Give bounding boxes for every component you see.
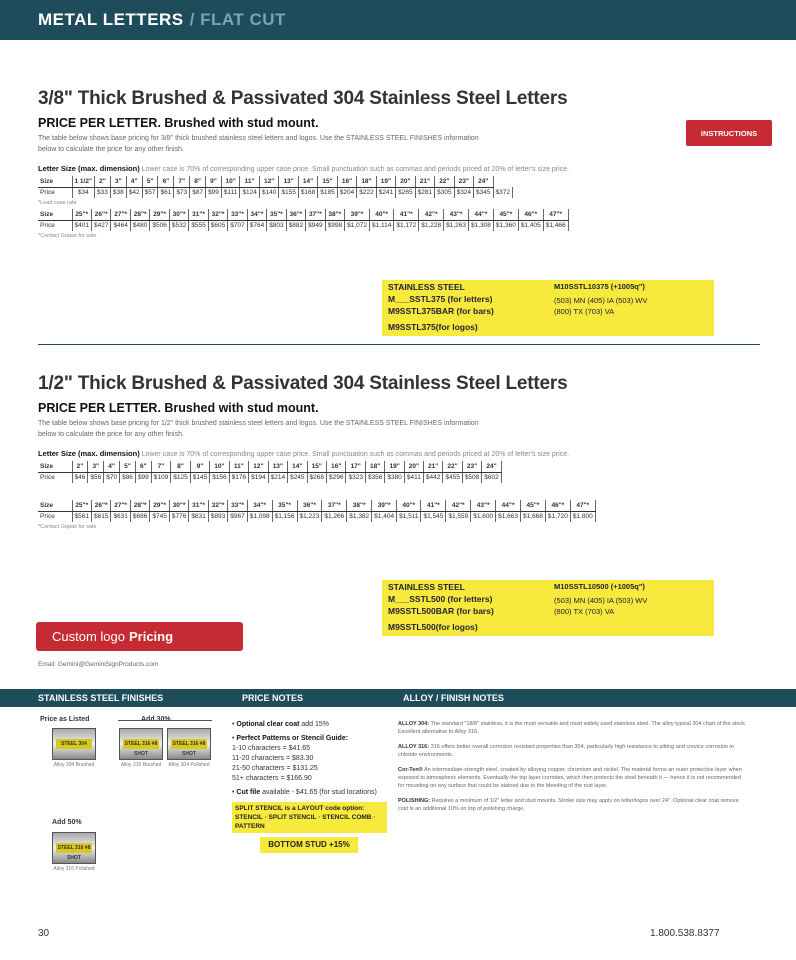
size-cell: 18" xyxy=(365,461,384,472)
size-cell: 23" xyxy=(454,176,473,187)
size-cell: 24" xyxy=(482,461,501,472)
finish-swatch: STEEL 304 Alloy 304 Brushed xyxy=(52,728,96,768)
email-link[interactable]: Email: Gemini@GeminiSignProducts.com xyxy=(38,661,159,668)
price-cell: $967 xyxy=(228,511,247,522)
price-cell: $1,098 xyxy=(247,511,272,522)
price-cell: $1,404 xyxy=(372,511,397,522)
size-cell: 46"* xyxy=(545,500,570,511)
price-cell: Price xyxy=(38,220,72,231)
size-cell: 34"* xyxy=(247,209,266,220)
header-subtitle: / FLAT CUT xyxy=(189,10,286,29)
price-notes xyxy=(232,720,387,857)
size-cell: 26"* xyxy=(91,209,110,220)
size-cell: 36"* xyxy=(297,500,322,511)
divider xyxy=(38,344,760,345)
price-cell: $305 xyxy=(435,187,454,198)
size-cell: 30"* xyxy=(169,209,188,220)
note-cut-file: • Cut file available - $41.65 (for stud locations) xyxy=(232,789,377,796)
size-cell: 46"* xyxy=(518,209,543,220)
price-cell: $532 xyxy=(169,220,188,231)
price-cell: $265 xyxy=(396,187,415,198)
price-cell: $145 xyxy=(190,472,209,483)
price-cell: $1,663 xyxy=(496,511,521,522)
size-cell: 9" xyxy=(206,176,222,187)
finish-swatch: STEEL 316 #8 SHOT Alloy 316 Brushed xyxy=(119,728,163,768)
price-cell: $1,668 xyxy=(521,511,546,522)
add-30-label: Add 30% xyxy=(141,716,171,723)
price-cell: $1,600 xyxy=(471,511,496,522)
price-cell: $61 xyxy=(158,187,174,198)
price-cell: $455 xyxy=(443,472,462,483)
price-cell: $1,360 xyxy=(493,220,518,231)
size-cell: 3" xyxy=(88,461,104,472)
size-cell: 22" xyxy=(443,461,462,472)
price-cell: $99 xyxy=(135,472,151,483)
price-cell: $38 xyxy=(110,187,126,198)
size-cell: 37"* xyxy=(306,209,325,220)
size-cell: 34"* xyxy=(247,500,272,511)
price-cell: $109 xyxy=(151,472,170,483)
price-cell: $631 xyxy=(111,511,130,522)
size-cell: 21" xyxy=(415,176,434,187)
size-cell: 3" xyxy=(110,176,126,187)
size-cell: 15" xyxy=(318,176,337,187)
table-footnote: *Contact Gopax for sale xyxy=(38,233,97,239)
size-cell: 21" xyxy=(423,461,442,472)
size-cell: 12" xyxy=(259,176,278,187)
size-cell: 40"* xyxy=(369,209,393,220)
size-cell: 45"* xyxy=(521,500,546,511)
price-cell: $245 xyxy=(288,472,307,483)
price-cell: $324 xyxy=(454,187,473,198)
product-codes-box: STAINLESS STEEL M___SSTL500 (for letters) M9SSTL500BAR (for bars) M9SSTL500(for logos) M10SSTL10500 (+1005q") (503) MN (405) IA (503) WV (800) TX (703) VA xyxy=(382,580,714,636)
size-cell: 38"* xyxy=(347,500,372,511)
price-table xyxy=(38,209,569,231)
price-cell: $125 xyxy=(171,472,190,483)
price-cell: $411 xyxy=(404,472,423,483)
size-cell: 16" xyxy=(337,176,356,187)
price-cell: $296 xyxy=(327,472,346,483)
price-cell: $464 xyxy=(111,220,130,231)
size-cell: 47"* xyxy=(570,500,595,511)
size-cell: 9" xyxy=(190,461,209,472)
price-row xyxy=(38,187,512,198)
size-cell: 2" xyxy=(72,461,88,472)
size-cell: 44"* xyxy=(496,500,521,511)
price-cell: $86 xyxy=(120,472,136,483)
price-cell: $745 xyxy=(150,511,169,522)
price-cell: $168 xyxy=(298,187,317,198)
price-cell: $707 xyxy=(228,220,247,231)
phone-number: 1.800.538.8377 xyxy=(650,928,720,939)
size-cell: 41"* xyxy=(421,500,446,511)
section-subhead: PRICE PER LETTER. Brushed with stud mount. xyxy=(38,401,319,415)
price-cell: $1,559 xyxy=(446,511,471,522)
size-cell: 25"* xyxy=(72,209,91,220)
price-cell: $1,405 xyxy=(518,220,543,231)
size-cell: 29"* xyxy=(150,209,169,220)
instructions-button[interactable]: INSTRUCTIONS xyxy=(686,120,772,146)
price-cell: $893 xyxy=(208,511,227,522)
size-cell: 41"* xyxy=(394,209,419,220)
price-row xyxy=(38,511,595,522)
size-cell: 6" xyxy=(135,461,151,472)
size-cell: 14" xyxy=(298,176,317,187)
size-cell: 33"* xyxy=(228,500,247,511)
size-row xyxy=(38,176,512,187)
notes-band xyxy=(0,689,796,707)
price-cell: $506 xyxy=(150,220,169,231)
page-number: 30 xyxy=(38,928,50,939)
price-cell: $73 xyxy=(174,187,190,198)
finish-swatch: STEEL 316 #8 SHOT Alloy 316 Polished xyxy=(52,832,96,872)
size-cell: 32"* xyxy=(208,500,227,511)
size-cell: 39"* xyxy=(345,209,370,220)
size-cell: Size xyxy=(38,461,72,472)
size-cell: 31"* xyxy=(189,500,208,511)
size-cell: 27"* xyxy=(111,209,130,220)
price-cell: $1,172 xyxy=(394,220,419,231)
price-cell: $1,266 xyxy=(322,511,347,522)
price-cell: $508 xyxy=(462,472,481,483)
price-cell: $1,545 xyxy=(421,511,446,522)
size-cell: 20" xyxy=(396,176,415,187)
size-cell: 26"* xyxy=(91,500,110,511)
price-cell: $155 xyxy=(279,187,298,198)
size-cell: 37"* xyxy=(322,500,347,511)
price-cell: $57 xyxy=(142,187,158,198)
price-cell: $998 xyxy=(325,220,344,231)
size-cell: 35"* xyxy=(267,209,286,220)
split-stencil-note: SPLIT STENCIL is a LAYOUT code option: STENCIL · SPLIT STENCIL · STENCIL COMB · PATTERN xyxy=(232,802,387,833)
price-row xyxy=(38,220,568,231)
header-title: METAL LETTERS xyxy=(38,10,184,29)
price-cell: $1,382 xyxy=(347,511,372,522)
price-cell: $372 xyxy=(493,187,512,198)
size-row xyxy=(38,461,501,472)
size-cell: 12" xyxy=(249,461,268,472)
price-cell: $949 xyxy=(306,220,325,231)
custom-logo-pricing-button[interactable]: Custom logo Pricing xyxy=(36,622,243,651)
price-cell: $1,072 xyxy=(345,220,370,231)
table-footnote: *Contact Gopax for sale xyxy=(38,524,97,530)
size-cell: 42"* xyxy=(419,209,444,220)
size-cell: 14" xyxy=(288,461,307,472)
price-cell: $1,800 xyxy=(570,511,595,522)
price-cell: $686 xyxy=(130,511,149,522)
size-cell: 1 1/2" xyxy=(72,176,95,187)
size-cell: 11" xyxy=(229,461,248,472)
size-row xyxy=(38,209,568,220)
band-alloy: ALLOY / FINISH NOTES xyxy=(403,693,504,703)
price-row xyxy=(38,472,501,483)
size-cell: 43"* xyxy=(471,500,496,511)
price-cell: $185 xyxy=(318,187,337,198)
alloy-304-note: ALLOY 304: The standard "18/8" stainless, it is the most versatile and most widely used stainless steel. The alloy typical 304 chart of the stock. Excellent alternative to Alloy 316. xyxy=(398,721,747,735)
size-cell: 15" xyxy=(307,461,326,472)
size-cell: 5" xyxy=(120,461,136,472)
price-cell: $1,263 xyxy=(444,220,469,231)
price-cell: $764 xyxy=(247,220,266,231)
price-cell: $176 xyxy=(229,472,248,483)
band-finishes: STAINLESS STEEL FINISHES xyxy=(38,693,164,703)
price-cell: $268 xyxy=(307,472,326,483)
price-cell: Price xyxy=(38,511,72,522)
section-title: 3/8" Thick Brushed & Passivated 304 Stainless Steel Letters xyxy=(38,88,568,109)
size-cell: 23" xyxy=(462,461,481,472)
size-cell: 18" xyxy=(357,176,376,187)
size-cell: 30"* xyxy=(169,500,188,511)
size-cell: 7" xyxy=(174,176,190,187)
size-cell: 13" xyxy=(268,461,287,472)
price-cell: $1,720 xyxy=(545,511,570,522)
price-cell: $803 xyxy=(267,220,286,231)
size-cell: 39"* xyxy=(372,500,397,511)
price-cell: $561 xyxy=(72,511,91,522)
size-cell: 24" xyxy=(474,176,493,187)
price-cell: $46 xyxy=(72,472,88,483)
product-codes-box: STAINLESS STEEL M___SSTL375 (for letters) M9SSTL375BAR (for bars) M9SSTL375(for logos) M10SSTL10375 (+1005q") (503) MN (405) IA (503) WV (800) TX (703) VA xyxy=(382,280,714,336)
table-note: *Lead case rate xyxy=(38,200,77,206)
size-cell: 10" xyxy=(221,176,240,187)
size-cell: 31"* xyxy=(189,209,208,220)
size-cell: 35"* xyxy=(272,500,297,511)
price-cell: $882 xyxy=(286,220,305,231)
size-cell: 44"* xyxy=(469,209,494,220)
size-cell: 20" xyxy=(404,461,423,472)
size-cell: 10" xyxy=(210,461,229,472)
size-cell: 40"* xyxy=(397,500,421,511)
price-cell: $42 xyxy=(126,187,142,198)
price-table xyxy=(38,461,502,483)
section-title: 1/2" Thick Brushed & Passivated 304 Stainless Steel Letters xyxy=(38,373,568,394)
size-cell: 19" xyxy=(385,461,404,472)
price-cell: $70 xyxy=(104,472,120,483)
price-cell: $831 xyxy=(189,511,208,522)
price-cell: $776 xyxy=(169,511,188,522)
section-intro: The table below shows base pricing for 1/2" thick brushed stainless steel letters and logos. Use the STAINLESS STEEL FINISHES information below to calculate the price for any other finish. xyxy=(38,420,479,438)
size-cell: 38"* xyxy=(325,209,344,220)
price-table xyxy=(38,176,513,198)
size-cell: 8" xyxy=(190,176,206,187)
price-cell: $1,156 xyxy=(272,511,297,522)
size-cell: 45"* xyxy=(493,209,518,220)
price-cell: $602 xyxy=(482,472,501,483)
price-cell: $156 xyxy=(210,472,229,483)
size-cell: 5" xyxy=(142,176,158,187)
size-cell: 27"* xyxy=(111,500,130,511)
letter-size-label: Letter Size (max. dimension) Lower case is 70% of corresponding upper case price. Small punctuation such as commas and periods priced at 20% of letter's size price. xyxy=(38,164,570,173)
price-cell: $87 xyxy=(190,187,206,198)
price-cell: $345 xyxy=(474,187,493,198)
price-cell: $401 xyxy=(72,220,91,231)
size-cell: Size xyxy=(38,500,72,511)
price-cell: $605 xyxy=(208,220,227,231)
size-cell: 47"* xyxy=(543,209,568,220)
price-cell: $124 xyxy=(240,187,259,198)
price-cell: $281 xyxy=(415,187,434,198)
size-cell: 7" xyxy=(151,461,170,472)
price-cell: $323 xyxy=(346,472,365,483)
section-subhead: PRICE PER LETTER. Brushed with stud mount. xyxy=(38,116,319,130)
price-cell: Price xyxy=(38,187,72,198)
price-cell: Price xyxy=(38,472,72,483)
bottom-stud-note: BOTTOM STUD +15% xyxy=(260,837,358,853)
price-cell: $1,466 xyxy=(543,220,568,231)
price-cell: $615 xyxy=(91,511,110,522)
price-cell: $214 xyxy=(268,472,287,483)
price-cell: $111 xyxy=(221,187,240,198)
section-1-2-inch xyxy=(38,373,760,530)
corten-note: Cor-Ten® An intermediate-strength steel, created by alloying copper, chromium and nickel. The material forms an outer protective layer when exposed to atmospheric elements. Eventually the top layer corrodes, which then protects the steel beneath it — hence it is not recommended for mounting on any surface that could be stained due to the bleeding of the rust layer. xyxy=(398,767,742,789)
price-cell: $56 xyxy=(88,472,104,483)
price-cell: $99 xyxy=(206,187,222,198)
polishing-note: POLISHING: Requires a minimum of 1/2" letter and stud mounts. Stroke size may apply on letter/logos over 24". Optional clear coat remove cost is an additional 10% on top of polishing charge. xyxy=(398,798,739,812)
price-cell: $1,308 xyxy=(469,220,494,231)
price-cell: $1,228 xyxy=(419,220,444,231)
price-cell: $555 xyxy=(189,220,208,231)
price-cell: $140 xyxy=(259,187,278,198)
price-cell: $33 xyxy=(95,187,111,198)
divider xyxy=(118,720,212,721)
price-cell: $222 xyxy=(357,187,376,198)
price-cell: $1,511 xyxy=(397,511,421,522)
size-cell: 28"* xyxy=(130,500,149,511)
letter-size-label: Letter Size (max. dimension) Lower case is 70% of corresponding upper case price. Small punctuation such as commas and periods priced at 20% of letter's size price. xyxy=(38,449,570,458)
note-patterns: • Perfect Patterns or Stencil Guide: 1-10 characters = $41.65 11-20 characters = $83.30 21-50 characters = $131.25 51+ characters = $166.90 xyxy=(232,735,349,782)
price-cell: $356 xyxy=(365,472,384,483)
price-cell: $1,114 xyxy=(369,220,393,231)
size-cell: 28"* xyxy=(130,209,149,220)
band-price-notes: PRICE NOTES xyxy=(242,693,304,703)
section-intro: The table below shows base pricing for 3/8" thick brushed stainless steel letters and logos. Use the STAINLESS STEEL FINISHES information below to calculate the price for any other finish. xyxy=(38,135,479,153)
size-cell: 22" xyxy=(435,176,454,187)
price-cell: $427 xyxy=(91,220,110,231)
price-cell: $194 xyxy=(249,472,268,483)
price-table xyxy=(38,500,596,522)
size-cell: 25"* xyxy=(72,500,91,511)
size-cell: Size xyxy=(38,209,72,220)
size-cell: 6" xyxy=(158,176,174,187)
price-cell: $380 xyxy=(385,472,404,483)
size-cell: 4" xyxy=(126,176,142,187)
size-cell: 13" xyxy=(279,176,298,187)
size-cell: 29"* xyxy=(150,500,169,511)
price-cell: $241 xyxy=(376,187,395,198)
price-as-listed-label: Price as Listed xyxy=(40,716,90,723)
size-cell: 42"* xyxy=(446,500,471,511)
size-row xyxy=(38,500,595,511)
price-cell: $34 xyxy=(72,187,95,198)
size-cell: 43"* xyxy=(444,209,469,220)
size-cell: 19" xyxy=(376,176,395,187)
size-cell: 17" xyxy=(346,461,365,472)
finish-swatch: STEEL 316 #8 SHOT Alloy 304 Polished xyxy=(167,728,211,768)
size-cell: 2" xyxy=(95,176,111,187)
size-cell: 16" xyxy=(327,461,346,472)
price-cell: $1,223 xyxy=(297,511,322,522)
price-cell: $204 xyxy=(337,187,356,198)
size-cell: 33"* xyxy=(228,209,247,220)
alloy-316-note: ALLOY 316: 316 offers better overall corrosion resistant properties than 304, particularly high resistance to pitting and crevice corrosion in chloride environments. xyxy=(398,744,734,758)
size-cell: 11" xyxy=(240,176,259,187)
size-cell: 36"* xyxy=(286,209,305,220)
price-cell: $480 xyxy=(130,220,149,231)
section-3-8-inch xyxy=(38,88,760,239)
note-clear-coat: • Optional clear coat add 15% xyxy=(232,721,330,728)
add-50-label: Add 50% xyxy=(52,819,82,826)
size-cell: Size xyxy=(38,176,72,187)
size-cell: 8" xyxy=(171,461,190,472)
size-cell: 4" xyxy=(104,461,120,472)
alloy-notes xyxy=(398,720,748,820)
price-cell: $442 xyxy=(423,472,442,483)
size-cell: 32"* xyxy=(208,209,227,220)
page-header xyxy=(0,0,796,40)
